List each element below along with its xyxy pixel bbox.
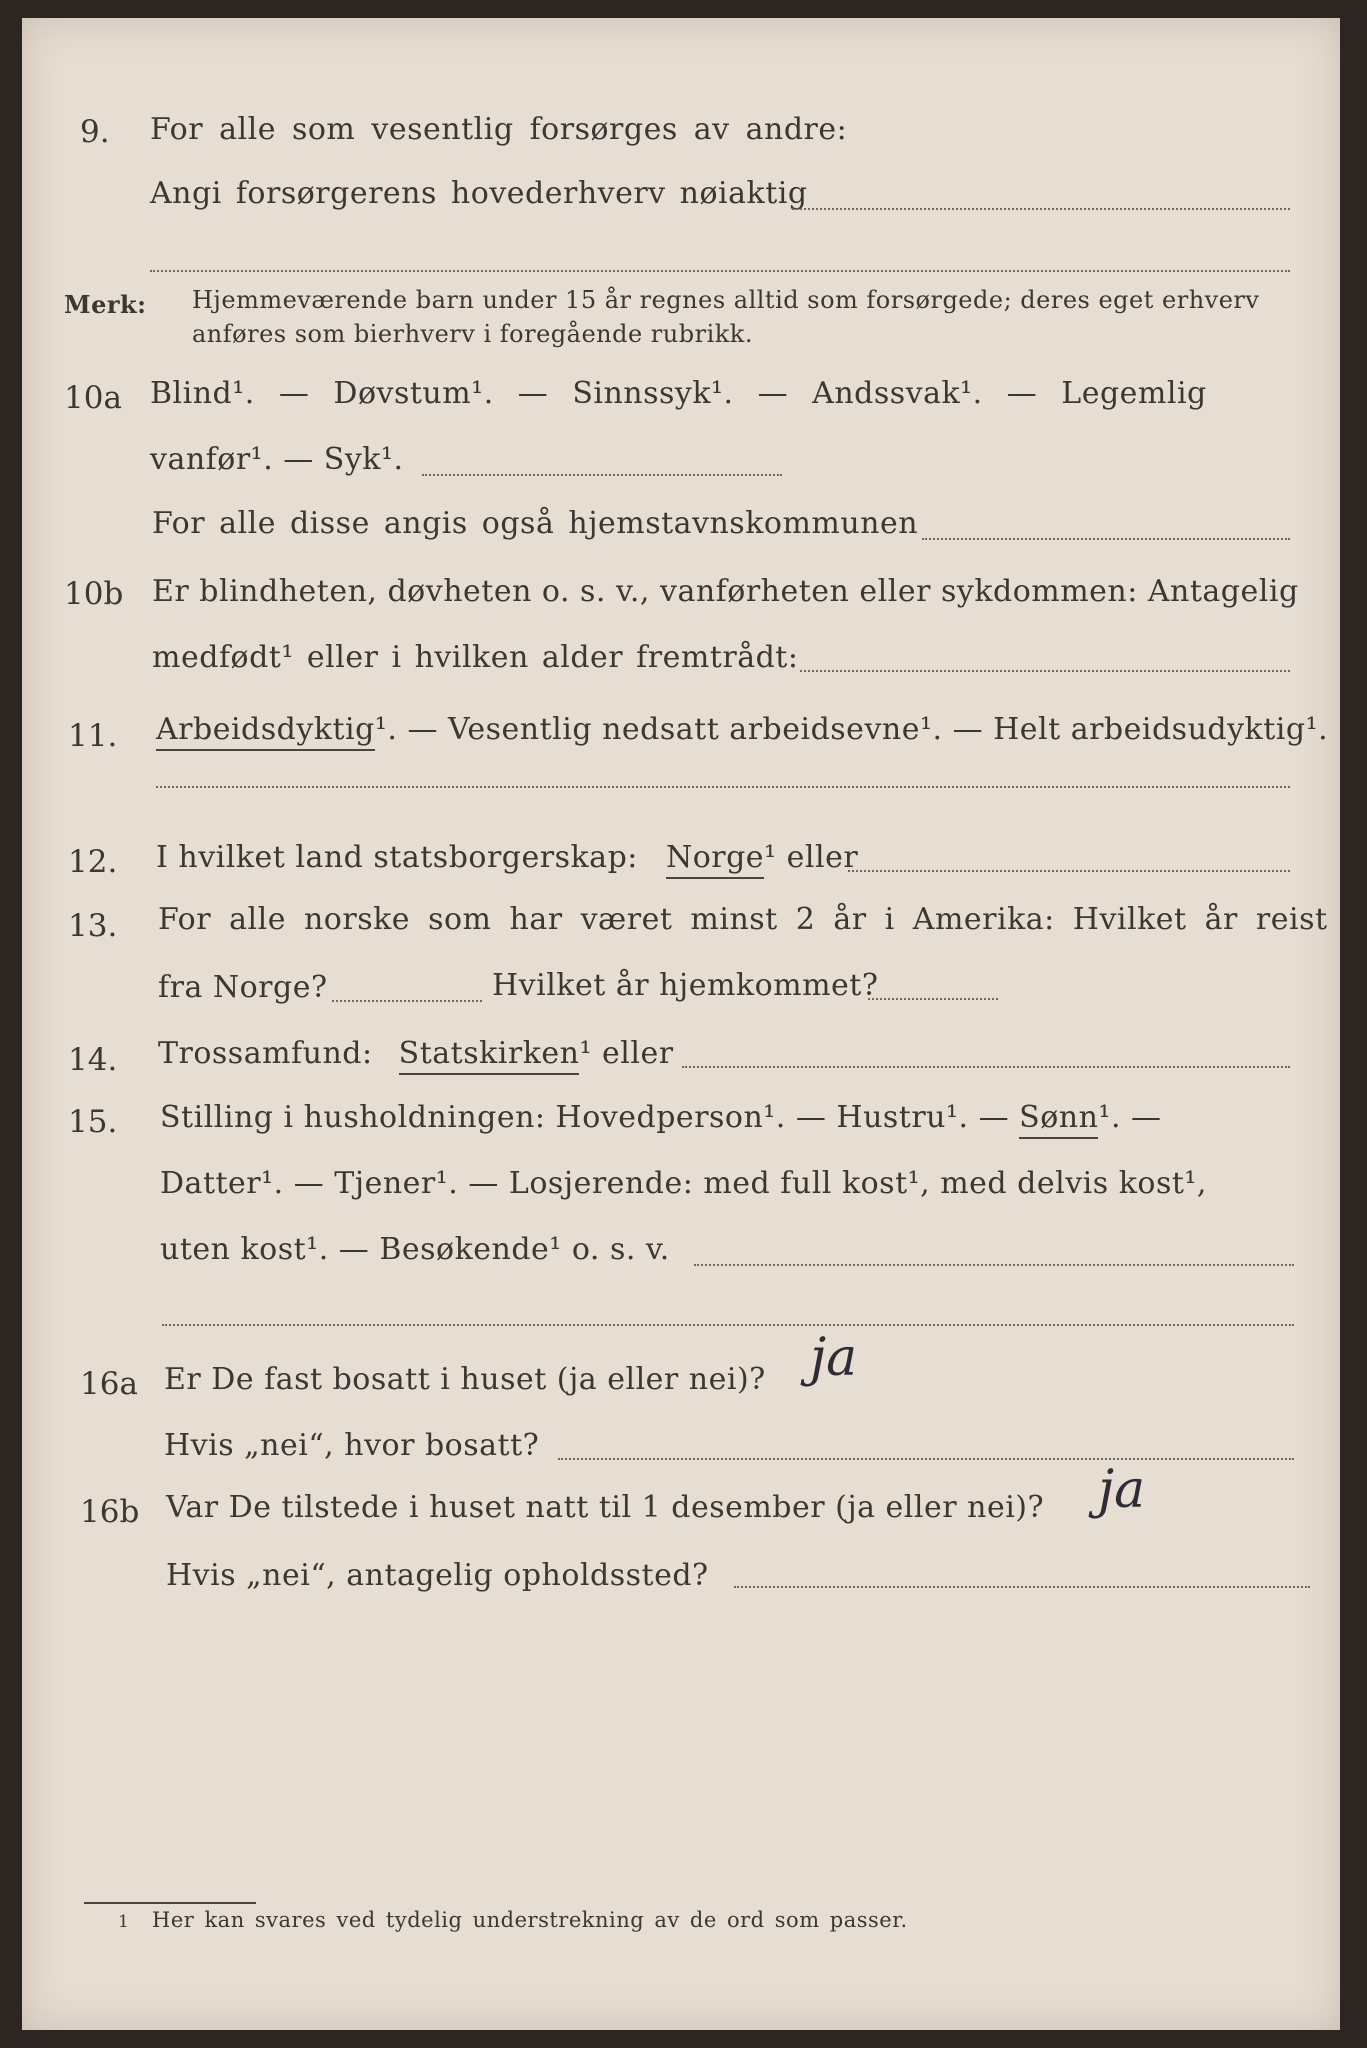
q12-text: I hvilket land statsborgerskap: (156, 840, 638, 875)
merk-label: Merk: (64, 290, 147, 319)
q11-selected-option: Arbeidsdyktig (156, 712, 375, 751)
q10a-line3: For alle disse angis også hjemstavnskommunen (152, 506, 919, 541)
q11-rest: ¹. — Vesentlig nedsatt arbeidsevne¹. — Helt arbeidsudyktig¹. (374, 712, 1329, 747)
q16b-number: 16b (80, 1494, 140, 1530)
q14-after: ¹ eller (579, 1036, 674, 1071)
footnote-text: Her kan svares ved tydelig understrekning av de ord som passer. (152, 1908, 908, 1932)
q12-line (156, 840, 858, 875)
q12-after: ¹ eller (764, 840, 859, 875)
q10a-line1: Blind¹. — Døvstum¹. — Sinnssyk¹. — Andssvak¹. — Legemlig (150, 376, 1207, 411)
q10b-line1: Er blindheten, døvheten o. s. v., vanførheten eller sykdommen: Antagelig (152, 574, 1299, 609)
q16b-handwritten-answer: ja (1098, 1460, 1146, 1520)
q15-answer-line-2 (162, 1324, 1294, 1326)
q10b-number: 10b (64, 576, 124, 612)
q10b-answer-line (800, 670, 1290, 672)
q11-line (156, 712, 1328, 747)
q16b-line2: Hvis „nei“, antagelig opholdssted? (166, 1558, 709, 1593)
q13-number: 13. (68, 908, 118, 944)
q11-answer-line (156, 786, 1290, 788)
q14-number: 14. (68, 1042, 118, 1078)
q9-line2: Angi forsørgerens hovederhverv nøiaktig (150, 176, 808, 211)
q10a-line2: vanfør¹. — Syk¹. (150, 442, 404, 477)
q14-selected-option: Statskirken (399, 1036, 580, 1075)
q15-selected-option: Sønn (1019, 1100, 1098, 1139)
q15-line2: Datter¹. — Tjener¹. — Losjerende: med full kost¹, med delvis kost¹, (160, 1166, 1207, 1201)
q15-line1b: ¹. — (1098, 1100, 1162, 1135)
q16a-line1: Er De fast bosatt i huset (ja eller nei)? (164, 1362, 766, 1397)
q16b-answer-line (734, 1586, 1310, 1588)
q16a-number: 16a (80, 1366, 138, 1402)
q9-line1: For alle som vesentlig forsørges av andre: (150, 112, 848, 147)
q16b-line1: Var De tilstede i huset natt til 1 desember (ja eller nei)? (166, 1490, 1045, 1525)
q15-line3: uten kost¹. — Besøkende¹ o. s. v. (160, 1232, 670, 1267)
q12-number: 12. (68, 844, 118, 880)
q12-selected-option: Norge (666, 840, 764, 879)
q14-line (158, 1036, 674, 1071)
footnote-rule (84, 1902, 256, 1904)
q10a-number: 10a (64, 380, 122, 416)
q13-line2a: fra Norge? (158, 970, 328, 1005)
q16a-answer-line (558, 1458, 1294, 1460)
census-form-page (22, 18, 1340, 2030)
q9-answer-line (792, 208, 1290, 210)
q16a-handwritten-answer: ja (810, 1328, 858, 1388)
q13-line2b: Hvilket år hjemkommet? (492, 968, 879, 1003)
q13-year-returned-line (868, 998, 998, 1000)
q10a-answer-line-2 (922, 538, 1290, 540)
q12-answer-line (848, 870, 1290, 872)
q10a-answer-line (422, 474, 782, 476)
q13-year-left-line (332, 1000, 482, 1002)
merk-line2: anføres som bierhverv i foregående rubrikk. (192, 320, 753, 348)
q14-text: Trossamfund: (158, 1036, 373, 1071)
q9-answer-line-2 (150, 270, 1290, 272)
q16a-line2: Hvis „nei“, hvor bosatt? (164, 1428, 540, 1463)
q14-answer-line (682, 1066, 1290, 1068)
footnote-mark: 1 (118, 1912, 130, 1932)
q13-line1: For alle norske som har været minst 2 år i Amerika: Hvilket år reist (158, 902, 1328, 937)
q15-line1a: Stilling i husholdningen: Hovedperson¹. — Hustru¹. — (160, 1100, 1010, 1135)
q10b-line2: medfødt¹ eller i hvilken alder fremtrådt: (152, 640, 799, 675)
q15-answer-line (694, 1264, 1294, 1266)
q9-number: 9. (80, 114, 110, 150)
q11-number: 11. (68, 718, 118, 754)
q15-number: 15. (68, 1104, 118, 1140)
q15-line1 (160, 1100, 1162, 1135)
merk-line1: Hjemmeværende barn under 15 år regnes alltid som forsørgede; deres eget erhverv (192, 286, 1260, 314)
